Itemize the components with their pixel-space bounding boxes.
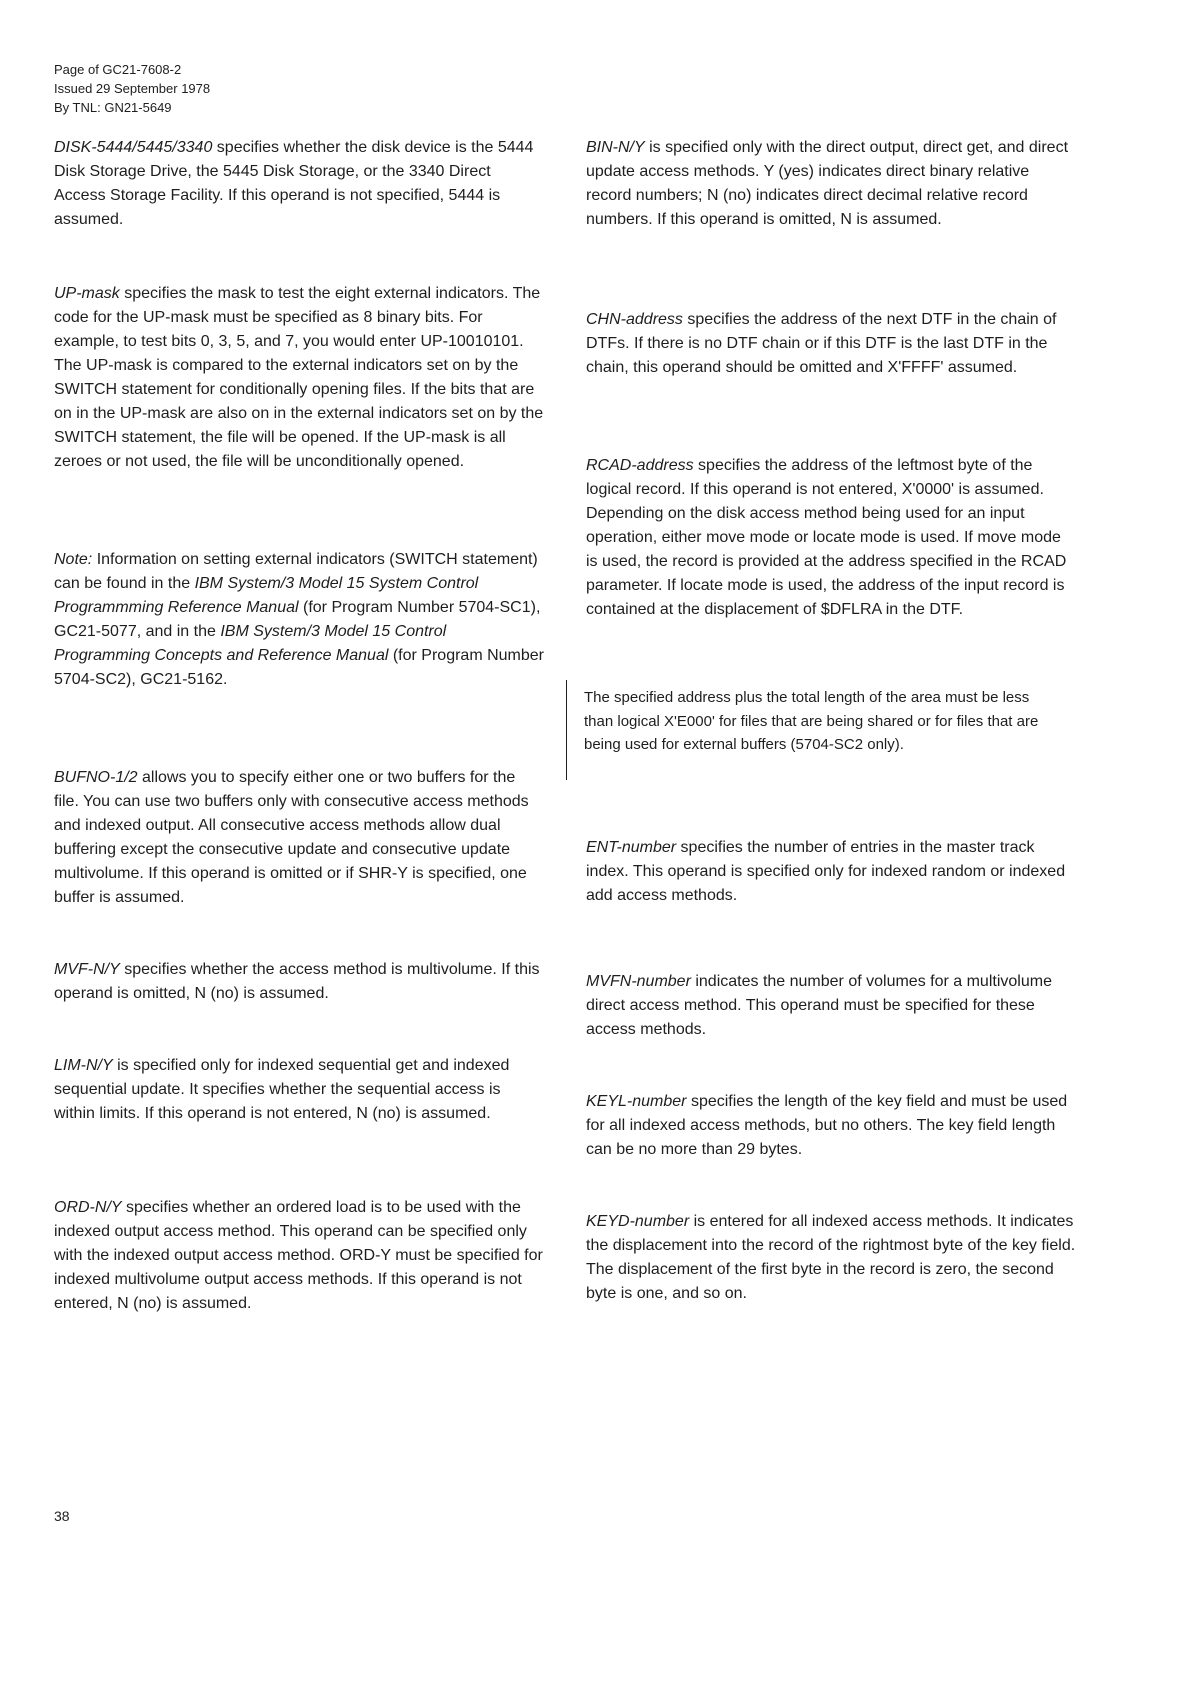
operand-description: is entered for all indexed access methods. It indicates the displacement into the record of the rightmost byte of the key field. The displacement of the first byte in the record is zero, the second byte is one, and so on. — [586, 1213, 1076, 1302]
operand-keyword: CHN-address — [586, 311, 683, 328]
header-issued-date: Issued 29 September 1978 — [54, 81, 211, 96]
rcad-operand — [586, 454, 1076, 622]
operand-keyword: KEYD-number — [586, 1213, 690, 1230]
mvf-operand — [54, 958, 544, 1006]
bin-operand — [586, 136, 1076, 232]
operand-keyword: ENT-number — [586, 839, 677, 856]
operand-keyword: DISK-5444/5445/3340 — [54, 139, 213, 156]
mvfn-operand — [586, 970, 1076, 1042]
revision-bar — [566, 680, 567, 780]
lim-operand — [54, 1054, 544, 1126]
disk-operand — [54, 136, 544, 232]
manual-title: IBM System/3 Model 15 Control Programming Concepts and Reference Manual — [54, 623, 447, 664]
operand-description: specifies whether the access method is multivolume. If this operand is omitted, N (no) is assumed. — [54, 961, 540, 1002]
note-text: (for Program Number 5704-SC2), GC21-5162. — [54, 647, 544, 688]
operand-description: allows you to specify either one or two buffers for the file. You can use two buffers only with consecutive access methods and indexed output. All consecutive access methods allow dual buffering except the consecutive update and consecutive update multivolume. If this operand is omitted or if SHR-Y is specified, one buffer is assumed. — [54, 769, 529, 906]
ent-operand — [586, 836, 1076, 908]
operand-description: indicates the number of volumes for a multivolume direct access method. This operand must be specified for these access methods. — [586, 973, 1052, 1038]
header-tnl: By TNL: GN21-5649 — [54, 100, 172, 115]
operand-keyword: RCAD-address — [586, 457, 694, 474]
note-label: Note: — [54, 551, 93, 568]
note-paragraph — [54, 548, 544, 692]
note-text: (for Program Number 5704-SC1), GC21-5077, and in the — [54, 599, 541, 640]
ord-operand — [54, 1196, 544, 1316]
operand-keyword: BIN-N/Y — [586, 139, 645, 156]
operand-keyword: ORD-N/Y — [54, 1199, 122, 1216]
manual-title: IBM System/3 Model 15 System Control Programmming Reference Manual — [54, 575, 479, 616]
operand-description: is specified only for indexed sequential get and indexed sequential update. It specifies whether the sequential access is within limits. If this operand is not entered, N (no) is assumed. — [54, 1057, 510, 1122]
keyd-operand — [586, 1210, 1076, 1306]
note-text: Information on setting external indicators (SWITCH statement) can be found in the — [54, 551, 538, 592]
operand-description: is specified only with the direct output, direct get, and direct update access methods. Y (yes) indicates direct binary relative record numbers; N (no) indicates direct decimal relative record numbers. If this operand is omitted, N is assumed. — [586, 139, 1069, 228]
chn-operand — [586, 308, 1076, 380]
keyl-operand — [586, 1090, 1076, 1162]
bufno-operand — [54, 766, 544, 910]
operand-description: specifies the address of the next DTF in the chain of DTFs. If there is no DTF chain or if this DTF is the last DTF in the chain, this operand should be omitted and X'FFFF' assumed. — [586, 311, 1057, 376]
operand-description: specifies the number of entries in the master track index. This operand is specified only for indexed random or indexed add access methods. — [586, 839, 1066, 904]
address-limit-paragraph — [584, 686, 1060, 757]
operand-description: specifies whether the disk device is the 5444 Disk Storage Drive, the 5445 Disk Storage, or the 3340 Direct Access Storage Facility. If this operand is not specified, 5444 is assumed. — [54, 139, 534, 228]
operand-description: specifies the length of the key field and must be used for all indexed access methods, but no others. The key field length can be no more than 29 bytes. — [586, 1093, 1068, 1158]
page-header — [54, 60, 210, 117]
page-number: 38 — [54, 1508, 70, 1524]
operand-keyword: MVF-N/Y — [54, 961, 120, 978]
operand-description: specifies the address of the leftmost byte of the logical record. If this operand is not entered, X'0000' is assumed. Depending on the disk access method being used for an input operation, either move mode or locate mode is used. If move mode is used, the record is provided at the address specified in the RCAD parameter. If locate mode is used, the address of the input record is contained at the displacement of $DFLRA in the DTF. — [586, 457, 1067, 618]
operand-keyword: KEYL-number — [586, 1093, 687, 1110]
operand-keyword: UP-mask — [54, 285, 120, 302]
operand-keyword: BUFNO-1/2 — [54, 769, 138, 786]
header-page-of: Page of GC21-7608-2 — [54, 62, 182, 77]
up-mask-operand — [54, 282, 544, 474]
operand-description: specifies the mask to test the eight external indicators. The code for the UP-mask must be specified as 8 binary bits. For example, to test bits 0, 3, 5, and 7, you would enter UP-10010101. The UP-mask is compared to the external indicators set on by the SWITCH statement for conditionally opening files. If the bits that are on in the UP-mask are also on in the external indicators set on by the SWITCH statement, the file will be opened. If the UP-mask is all zeroes or not used, the file will be unconditionally opened. — [54, 285, 544, 470]
operand-description: specifies whether an ordered load is to be used with the indexed output access method. This operand can be specified only with the indexed output access method. ORD-Y must be specified for indexed multivolume output access methods. If this operand is not entered, N (no) is assumed. — [54, 1199, 543, 1312]
operand-keyword: LIM-N/Y — [54, 1057, 113, 1074]
paragraph-text: The specified address plus the total length of the area must be less than logical X'E000' for files that are being shared or for files that are being used for external buffers (5704-SC2 only). — [584, 689, 1039, 753]
operand-keyword: MVFN-number — [586, 973, 691, 990]
